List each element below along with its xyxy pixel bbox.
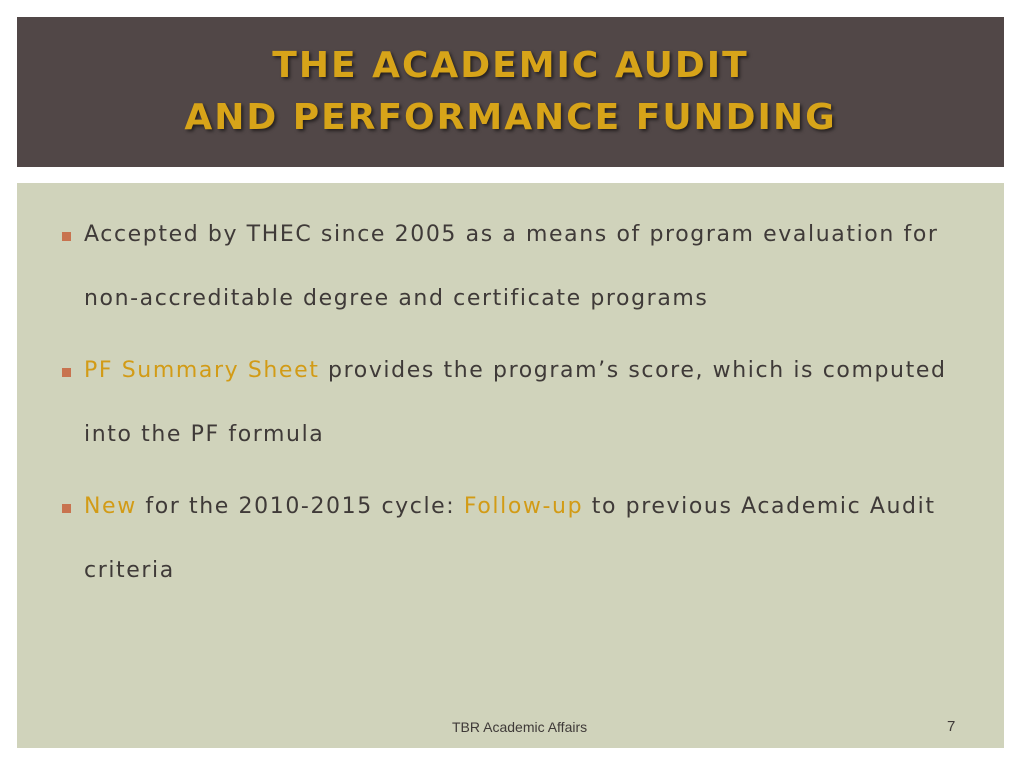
footer-text: TBR Academic Affairs bbox=[452, 719, 588, 735]
square-bullet-icon bbox=[62, 368, 71, 377]
content-panel bbox=[17, 183, 1004, 748]
bullet-3-text-part-2: to previous Academic Audit criteria bbox=[84, 494, 936, 583]
page-number: 7 bbox=[947, 718, 956, 735]
title-bar bbox=[17, 17, 1004, 167]
pf-summary-sheet-highlight: PF Summary Sheet bbox=[84, 358, 320, 383]
bullet-item bbox=[62, 339, 967, 467]
slide-title-line-2: AND PERFORMANCE FUNDING bbox=[184, 97, 837, 138]
square-bullet-icon bbox=[62, 504, 71, 513]
bullet-text bbox=[84, 494, 936, 583]
bullet-text bbox=[84, 358, 947, 447]
slide-title-line-1: THE ACADEMIC AUDIT bbox=[272, 45, 749, 86]
bullet-text bbox=[84, 222, 939, 311]
bullet-2-text: provides the program’s score, which is computed into the PF formula bbox=[84, 358, 947, 447]
bullet-list bbox=[62, 203, 967, 611]
bullet-item bbox=[62, 475, 967, 603]
bullet-item bbox=[62, 203, 967, 331]
square-bullet-icon bbox=[62, 232, 71, 241]
bullet-1-text: Accepted by THEC since 2005 as a means of program evaluation for non-accreditable degree and certificate programs bbox=[84, 222, 939, 311]
bullet-3-text-part-1: for the 2010-2015 cycle: bbox=[136, 494, 464, 519]
follow-up-highlight: Follow-up bbox=[463, 494, 584, 519]
new-highlight: New bbox=[84, 494, 137, 519]
